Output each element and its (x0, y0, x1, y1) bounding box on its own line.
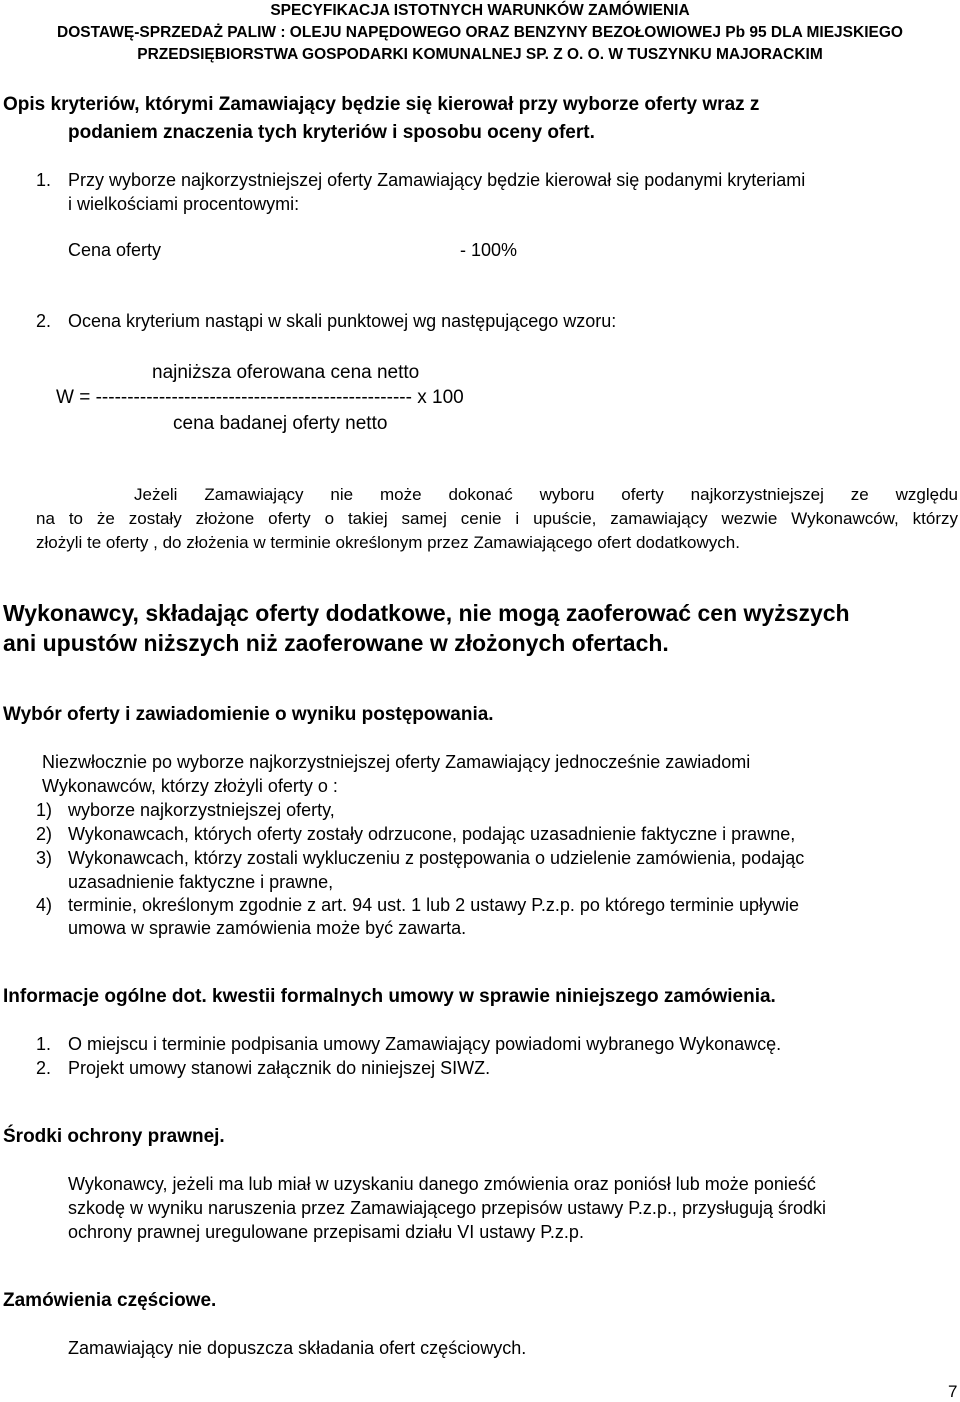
selection-intro-line-1: Niezwłocznie po wyborze najkorzystniejszej oferty Zamawiający jednocześnie zawiadomi (42, 752, 751, 772)
partial-text: Zamawiający nie dopuszcza składania ofert częściowych. (68, 1338, 527, 1358)
tie-rule-line-1: Jeżeli Zamawiający nie może dokonać wyboru oferty najkorzystniejszej ze względu (134, 485, 958, 504)
price-criterion-weight: - 100% (460, 240, 518, 260)
formula-line: W = -------------------------------------------------- x 100 (56, 387, 464, 408)
warning-line-2: ani upustów niższych niż zaoferowane w złożonych ofertach. (3, 630, 669, 656)
tie-rule-line-3: złożyli te oferty , do złożenia w terminie określonym przez Zamawiającego ofert dodatkowych. (36, 533, 740, 552)
criteria-item-1-number: 1. (36, 170, 52, 190)
remedies-line-3: ochrony prawnej uregulowane przepisami działu VI ustawy P.z.p. (68, 1222, 584, 1242)
criteria-item-2-number: 2. (36, 311, 52, 331)
warning-line-1: Wykonawcy, składając oferty dodatkowe, nie mogą zaoferować cen wyższych (3, 600, 850, 626)
selection-intro-line-2: Wykonawców, którzy złożyli oferty o : (42, 776, 338, 796)
general-heading: Informacje ogólne dot. kwestii formalnych umowy w sprawie niniejszego zamówienia. (3, 986, 776, 1007)
criteria-title-line-2: podaniem znaczenia tych kryteriów i sposobu oceny ofert. (68, 122, 595, 143)
selection-item-number: 4) (36, 895, 53, 915)
selection-item-number: 3) (36, 848, 53, 868)
general-item-text: Projekt umowy stanowi załącznik do niniejszej SIWZ. (68, 1058, 491, 1078)
tie-rule-line-2: na to że zostały złożone oferty o takiej samej cenie i upuście, zamawiający wezwie Wykonawców, którzy (36, 509, 958, 528)
formula-denominator: cena badanej oferty netto (173, 413, 388, 434)
selection-item-number: 2) (36, 824, 53, 844)
page-number: 7 (948, 1382, 958, 1401)
selection-item-text: Wykonawcach, którzy zostali wykluczeniu z postępowania o udzielenie zamówienia, podając (68, 848, 805, 868)
general-item-number: 2. (36, 1058, 52, 1078)
remedies-line-1: Wykonawcy, jeżeli ma lub miał w uzyskaniu danego zmówienia oraz poniósł lub może ponieść (68, 1174, 816, 1194)
selection-item-number: 1) (36, 800, 53, 820)
header-line-2: DOSTAWĘ-SPRZEDAŻ PALIW : OLEJU NAPĘDOWEGO ORAZ BENZYNY BEZOŁOWIOWEJ Pb 95 DLA MIEJSKIEGO (57, 24, 903, 41)
remedies-heading: Środki ochrony prawnej. (3, 1126, 225, 1147)
criteria-item-1-line-2: i wielkościami procentowymi: (68, 194, 300, 214)
partial-heading: Zamówienia częściowe. (3, 1290, 217, 1311)
selection-item-text-continued: uzasadnienie faktyczne i prawne, (68, 872, 334, 892)
remedies-line-2: szkodę w wyniku naruszenia przez Zamawiającego przepisów ustawy P.z.p., przysługują środki (68, 1198, 827, 1218)
general-item-number: 1. (36, 1034, 52, 1054)
price-criterion-label: Cena oferty (68, 240, 162, 260)
selection-heading: Wybór oferty i zawiadomienie o wyniku postępowania. (3, 704, 494, 725)
general-item-text: O miejscu i terminie podpisania umowy Zamawiający powiadomi wybranego Wykonawcę. (68, 1034, 782, 1054)
selection-item-text: terminie, określonym zgodnie z art. 94 ust. 1 lub 2 ustawy P.z.p. po którego terminie upływie (68, 895, 800, 915)
criteria-title-line-1: Opis kryteriów, którymi Zamawiający będzie się kierował przy wyborze oferty wraz z (3, 94, 760, 115)
selection-item-text: wyborze najkorzystniejszej oferty, (68, 800, 335, 820)
header-line-1: SPECYFIKACJA ISTOTNYCH WARUNKÓW ZAMÓWIENIA (270, 2, 690, 19)
selection-item-text-continued: umowa w sprawie zamówienia może być zawarta. (68, 918, 467, 938)
criteria-item-1-line-1: Przy wyborze najkorzystniejszej oferty Zamawiający będzie kierował się podanymi kryteriami (68, 170, 806, 190)
formula-numerator: najniższa oferowana cena netto (152, 362, 420, 383)
criteria-item-2-text: Ocena kryterium nastąpi w skali punktowej wg następującego wzoru: (68, 311, 617, 331)
selection-item-text: Wykonawcach, których oferty zostały odrzucone, podając uzasadnienie faktyczne i prawne, (68, 824, 796, 844)
header-line-3: PRZEDSIĘBIORSTWA GOSPODARKI KOMUNALNEJ SP. Z O. O. W TUSZYNKU MAJORACKIM (137, 46, 823, 63)
